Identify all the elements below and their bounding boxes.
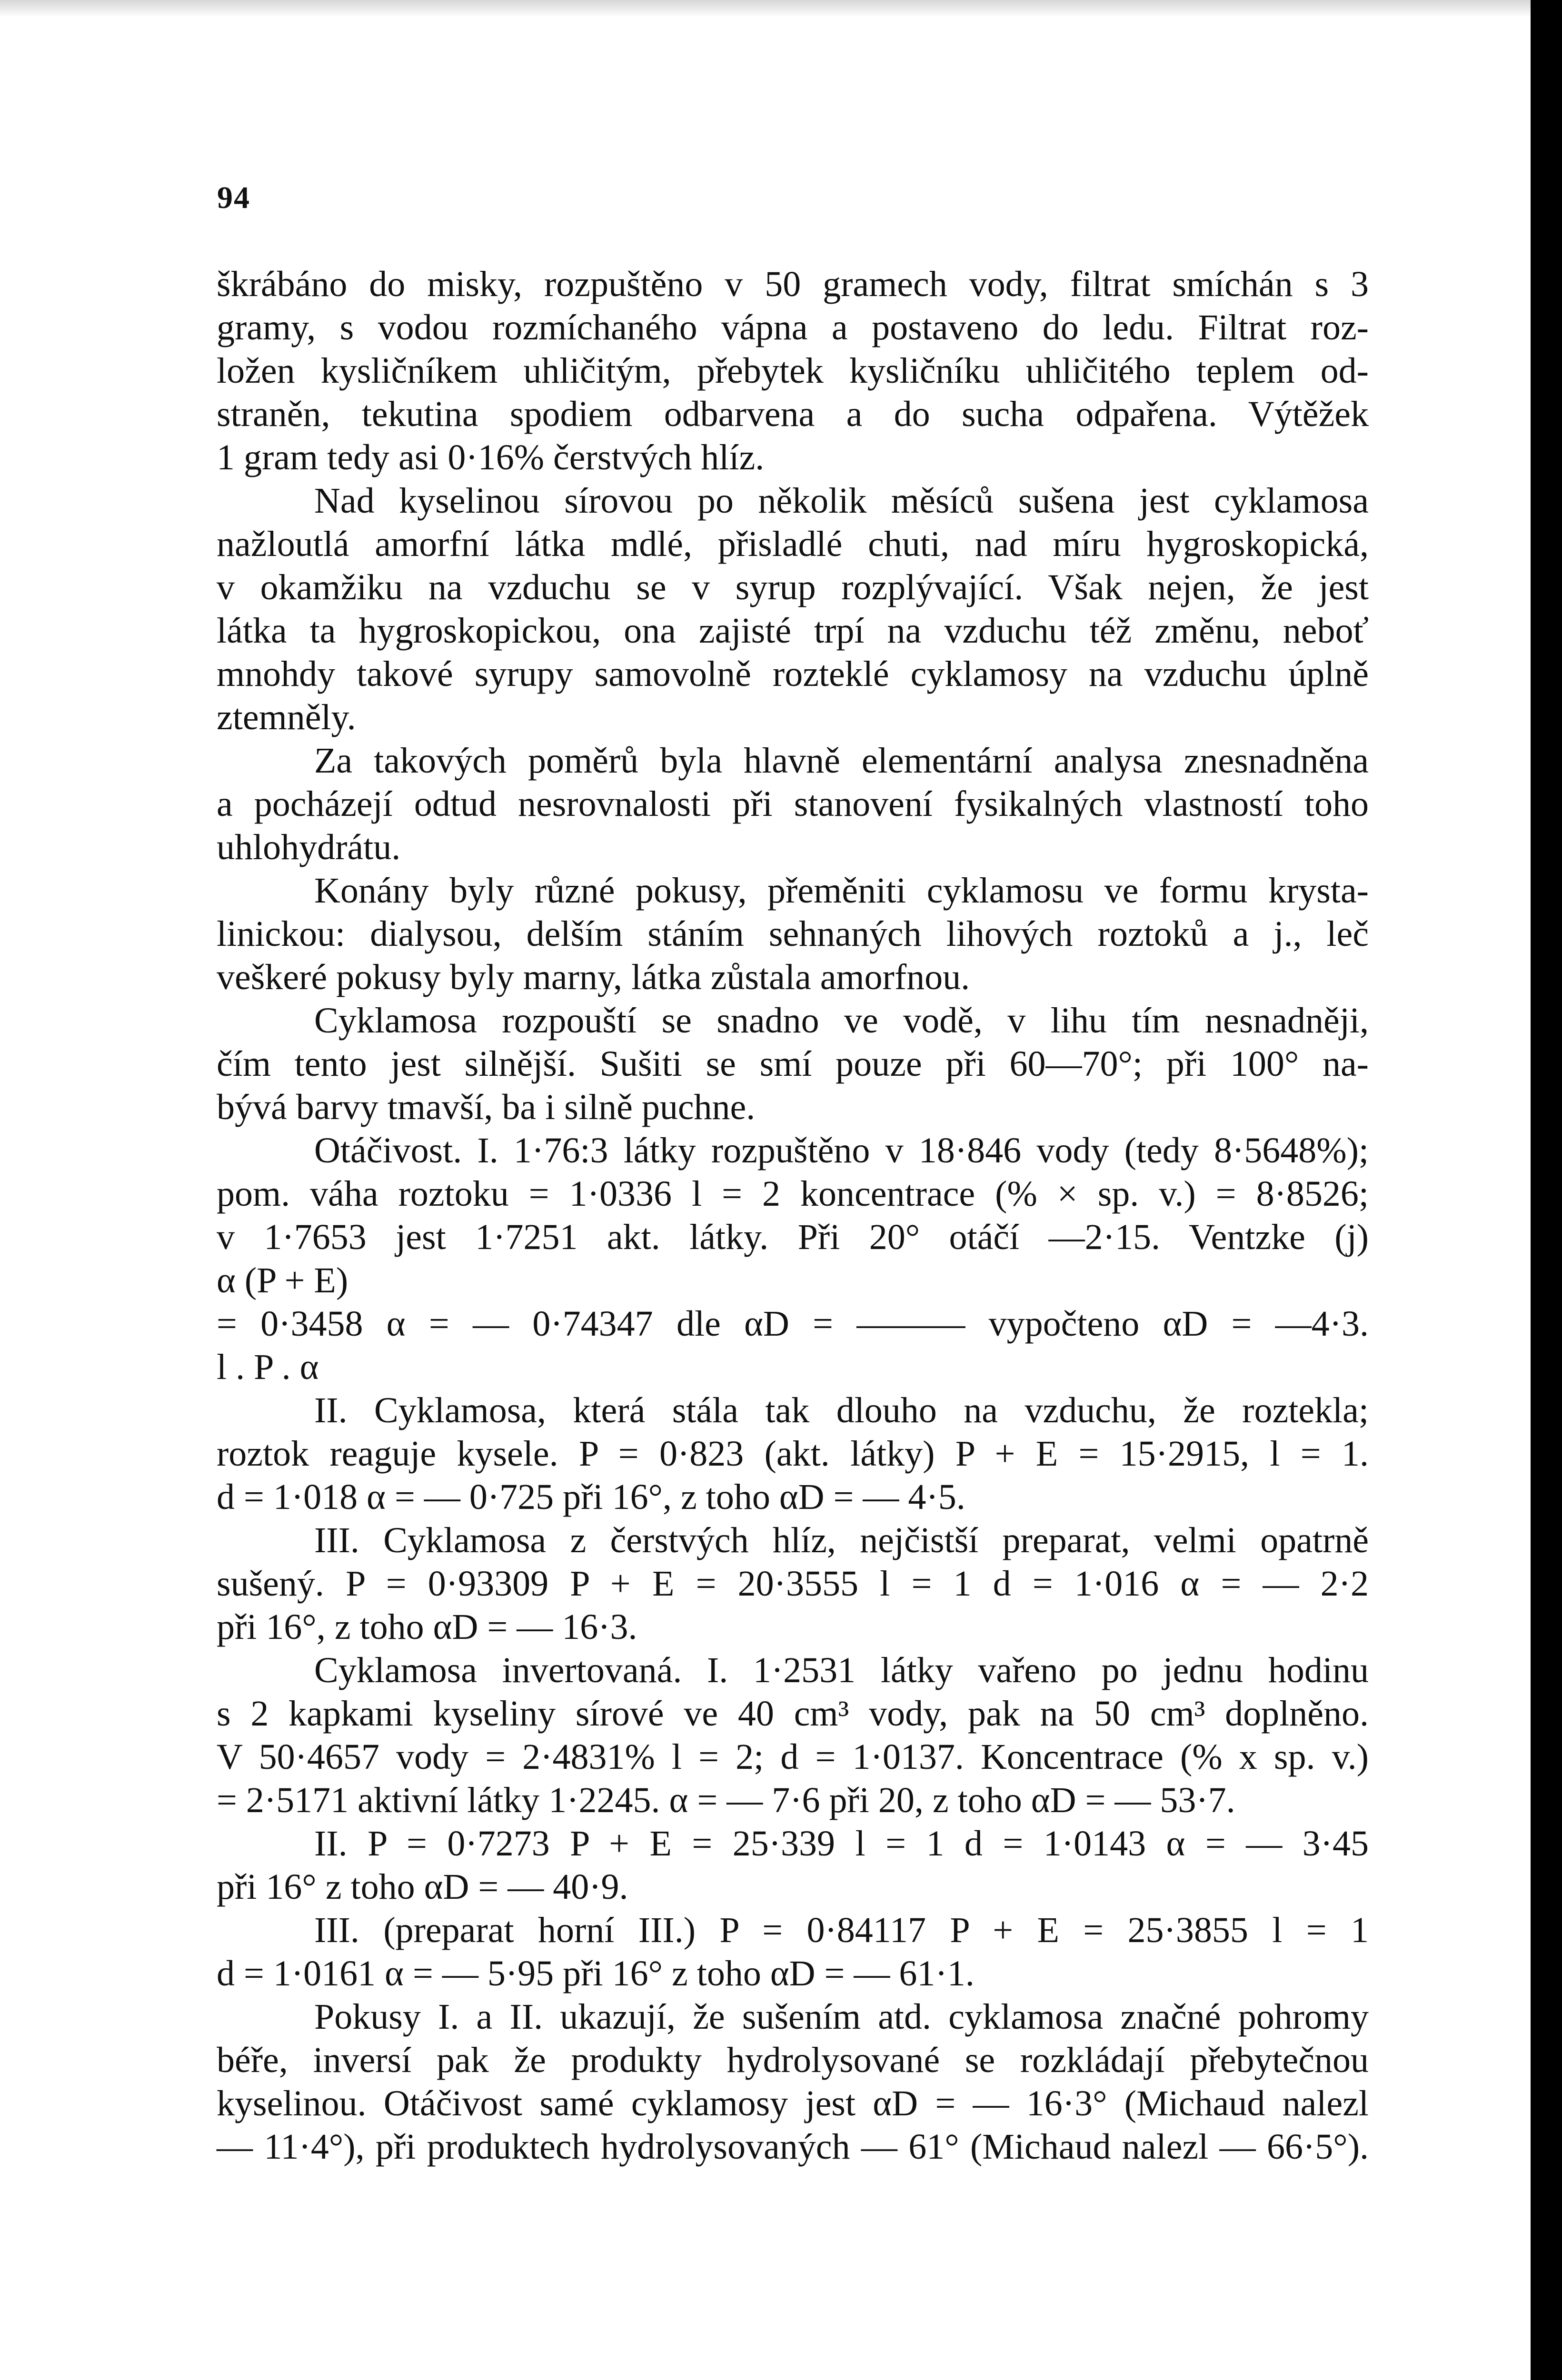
text-line: III. Cyklamosa z čerstvých hlíz, nejčistší preparat, velmi opatrně	[314, 1520, 1369, 1560]
text-line: linickou: dialysou, delším stáním sehnaných lihových roztoků a j., leč	[217, 914, 1369, 954]
text-line: Za takových poměrů byla hlavně elementární analysa znesnadněna	[314, 741, 1369, 781]
text-line: kyselinou. Otáčivost samé cyklamosy jest αD = — 16·3° (Michaud nalezl	[217, 2083, 1369, 2123]
text-line: béře, inversí pak že produkty hydrolysované se rozkládají přebytečnou	[217, 2040, 1369, 2080]
text-line: II. Cyklamosa, která stála tak dlouho na vzduchu, že roztekla;	[314, 1390, 1369, 1430]
text-line: d = 1·018 α = — 0·725 při 16°, z toho αD = — 4·5.	[217, 1477, 965, 1517]
text-line: 1 gram tedy asi 0·16% čerstvých hlíz.	[217, 437, 765, 477]
scan-right-border	[1531, 0, 1562, 2380]
text-line: v okamžiku na vzduchu se v syrup rozplývající. Však nejen, že jest	[217, 567, 1369, 607]
text-line: uhlohydrátu.	[217, 827, 401, 867]
text-line: = 0·3458 α = — 0·74347 dle αD = ——— vypočteno αD = —4·3.	[217, 1304, 1369, 1344]
text-line: II. P = 0·7273 P + E = 25·339 l = 1 d = 1·0143 α = — 3·45	[314, 1824, 1369, 1864]
text-line: straněn, tekutina spodiem odbarvena a do sucha odpařena. Výtěžek	[217, 394, 1369, 434]
text-line: pom. váha roztoku = 1·0336 l = 2 koncentrace (% × sp. v.) = 8·8526;	[217, 1174, 1369, 1214]
text-line: látka ta hygroskopickou, ona zajisté trpí na vzduchu též změnu, neboť	[217, 611, 1369, 651]
text-line: při 16°, z toho αD = — 16·3.	[217, 1607, 637, 1647]
text-line: = 2·5171 aktivní látky 1·2245. α = — 7·6 při 20, z toho αD = — 53·7.	[217, 1780, 1235, 1820]
text-line: — 11·4°), při produktech hydrolysovaných — 61° (Michaud nalezl — 66·5°).	[217, 2127, 1369, 2167]
text-line: Otáčivost. I. 1·76:3 látky rozpuštěno v 18·846 vody (tedy 8·5648%);	[314, 1130, 1369, 1170]
body-text	[217, 263, 1369, 2169]
text-line: mnohdy takové syrupy samovolně rozteklé cyklamosy na vzduchu úplně	[217, 654, 1369, 694]
text-line: s 2 kapkami kyseliny sírové ve 40 cm³ vody, pak na 50 cm³ doplněno.	[217, 1694, 1369, 1734]
text-line: gramy, s vodou rozmíchaného vápna a postaveno do ledu. Filtrat roz-	[217, 307, 1369, 347]
page-number: 94	[217, 180, 250, 215]
text-line: V 50·4657 vody = 2·4831% l = 2; d = 1·0137. Koncentrace (% x sp. v.)	[217, 1737, 1369, 1777]
text-line: nažloutlá amorfní látka mdlé, přisladlé chuti, nad míru hygroskopická,	[217, 524, 1369, 564]
scan-top-shadow	[0, 0, 1531, 17]
text-line: III. (preparat horní III.) P = 0·84117 P + E = 25·3855 l = 1	[314, 1910, 1369, 1950]
text-line: l . P . α	[217, 1347, 319, 1387]
text-line: čím tento jest silnější. Sušiti se smí pouze při 60—70°; při 100° na-	[217, 1044, 1369, 1084]
text-line: veškeré pokusy byly marny, látka zůstala amorfnou.	[217, 957, 970, 997]
text-line: bývá barvy tmavší, ba i silně puchne.	[217, 1087, 756, 1127]
text-line: sušený. P = 0·93309 P + E = 20·3555 l = 1 d = 1·016 α = — 2·2	[217, 1564, 1369, 1604]
text-line: roztok reaguje kysele. P = 0·823 (akt. látky) P + E = 15·2915, l = 1.	[217, 1434, 1369, 1474]
text-line: a pocházejí odtud nesrovnalosti při stanovení fysikalných vlastností toho	[217, 784, 1369, 824]
text-line: Konány byly různé pokusy, přeměniti cyklamosu ve formu krysta-	[314, 871, 1369, 911]
text-line: ložen kysličníkem uhličitým, přebytek kysličníku uhličitého teplem od-	[217, 351, 1369, 391]
text-line: škrábáno do misky, rozpuštěno v 50 gramech vody, filtrat smíchán s 3	[217, 264, 1369, 304]
text-line: při 16° z toho αD = — 40·9.	[217, 1867, 628, 1907]
text-line: Cyklamosa invertovaná. I. 1·2531 látky vařeno po jednu hodinu	[314, 1650, 1369, 1690]
text-line: ztemněly.	[217, 697, 356, 737]
text-line: Nad kyselinou sírovou po několik měsíců sušena jest cyklamosa	[314, 481, 1369, 521]
text-line: v 1·7653 jest 1·7251 akt. látky. Při 20° otáčí —2·15. Ventzke (j)	[217, 1217, 1369, 1257]
text-line: Cyklamosa rozpouští se snadno ve vodě, v lihu tím nesnadněji,	[314, 1001, 1369, 1041]
text-line: d = 1·0161 α = — 5·95 při 16° z toho αD = — 61·1.	[217, 1954, 975, 1993]
text-line: Pokusy I. a II. ukazují, že sušením atd. cyklamosa značné pohromy	[314, 1997, 1369, 2037]
text-line: α (P + E)	[217, 1260, 348, 1300]
